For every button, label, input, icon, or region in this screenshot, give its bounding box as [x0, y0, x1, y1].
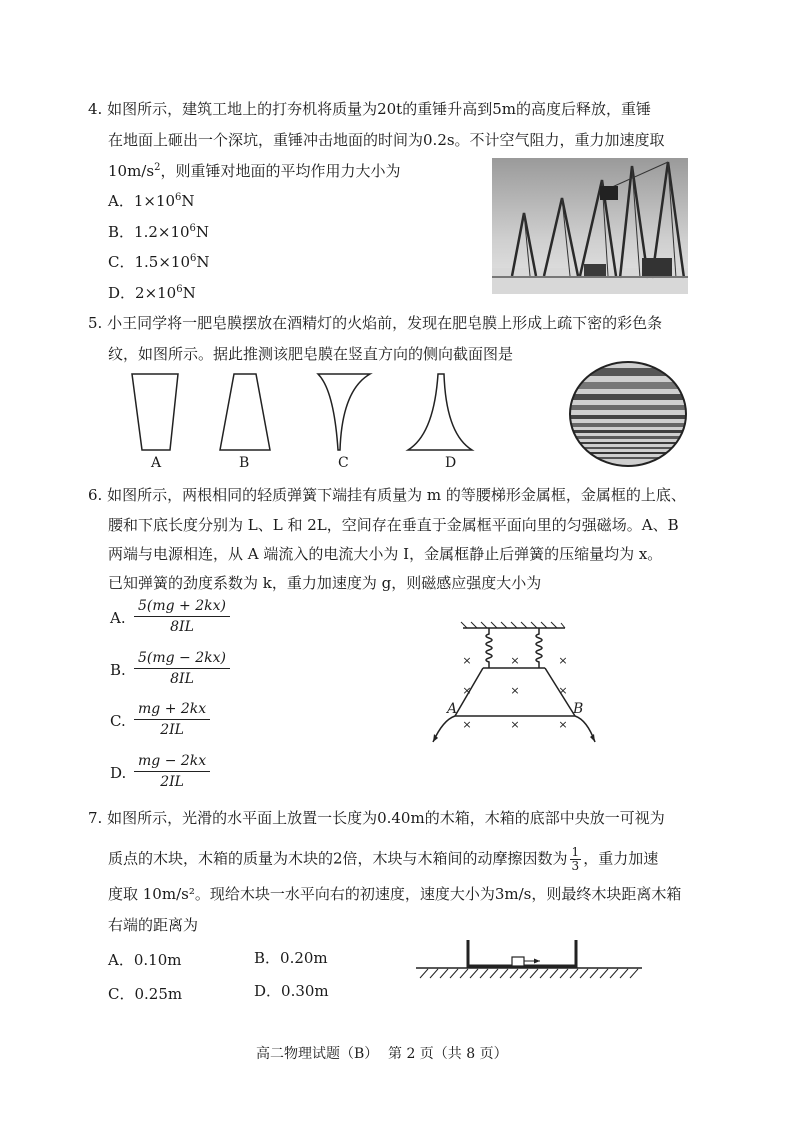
q4-line-2: 在地面上砸出一个深坑，重锤冲击地面的时间为0.2s。不计空气阻力，重力加速度取 — [108, 131, 665, 149]
section-d — [408, 374, 472, 450]
q4-option-c: C．$1.5\times 10^6N$ — [108, 253, 210, 271]
q6-option-a-label: A. — [110, 609, 126, 627]
svg-text:B: B — [573, 701, 584, 717]
pile-driver-photo — [492, 158, 688, 294]
q4-option-b: B．$1.2\times 10^6N$ — [108, 223, 210, 241]
section-a — [132, 374, 178, 450]
exam-title: 高二物理试题（B） — [256, 1046, 379, 1062]
right-spring — [536, 628, 542, 668]
q4-line-1: 4. 如图所示，建筑工地上的打夯机将质量为20t的重锤升高到5m的高度后释放，重锤 — [88, 100, 651, 118]
q7-option-b: B．0.20m — [254, 949, 328, 967]
svg-text:×: × — [558, 654, 568, 667]
page-number: 第 2 页（共 8 页） — [388, 1046, 508, 1062]
q4-option-d: D．$2\times 10^6N$ — [108, 284, 196, 302]
q7-line-3: 度取 10m/s²。现给木块一水平向右的初速度，速度大小为3m/s，则最终木块距离木箱 — [108, 885, 682, 903]
soap-film-photo — [568, 360, 688, 468]
q6-option-b-fraction: $\frac{5(mg - 2kx)}{8IL}$ — [134, 649, 230, 688]
section-label-b: B — [239, 455, 250, 471]
q7-line-4: 右端的距离为 — [108, 916, 199, 934]
left-spring — [486, 628, 492, 668]
section-b — [220, 374, 270, 450]
svg-text:×: × — [462, 684, 472, 697]
section-label-d: D — [445, 455, 457, 471]
q4-line-3: $10m/s^2$，则重锤对地面的平均作用力大小为 — [108, 162, 401, 180]
q6-option-d-fraction: $\frac{mg - 2kx}{2IL}$ — [134, 752, 210, 791]
q7-option-c: C．0.25m — [108, 985, 183, 1003]
q7-option-a: A．0.10m — [108, 951, 182, 969]
svg-text:×: × — [462, 654, 472, 667]
q6-option-b-label: B. — [110, 661, 126, 679]
q6-line-3: 两端与电源相连，从 A 端流入的电流大小为 I，金属框静止后弹簧的压缩量均为 x。 — [108, 545, 663, 563]
svg-text:×: × — [510, 718, 520, 731]
svg-text:×: × — [510, 654, 520, 667]
section-label-a: A — [151, 455, 162, 471]
q6-line-2: 腰和下底长度分别为 L、L 和 2L，空间存在垂直于金属框平面向里的匀强磁场。A、B — [108, 516, 679, 534]
q6-line-4: 已知弹簧的劲度系数为 k，重力加速度为 g，则磁感应强度大小为 — [108, 574, 542, 592]
q5-line-1: 5. 小王同学将一肥皂膜摆放在酒精灯的火焰前，发现在肥皂膜上形成上疏下密的彩色条 — [88, 314, 663, 332]
q4-option-a: A．$1\times 10^6N$ — [108, 192, 195, 210]
q7-line-2: 质点的木块，木箱的质量为木块的2倍，木块与木箱间的动摩擦因数为 $\frac{1}{3}$ ，重力加速 — [108, 845, 659, 873]
section-c — [318, 374, 370, 450]
svg-text:×: × — [558, 684, 568, 697]
svg-text:×: × — [558, 718, 568, 731]
section-label-c: C — [338, 455, 349, 471]
box-on-floor-diagram — [416, 938, 642, 980]
q6-option-a-fraction: $\frac{5(mg + 2kx)}{8IL}$ — [134, 597, 230, 636]
q6-option-c-label: C. — [110, 712, 126, 730]
q6-option-d-label: D. — [110, 764, 127, 782]
q5-line-2: 纹，如图所示。据此推测该肥皂膜在竖直方向的侧向截面图是 — [108, 345, 514, 363]
svg-text:A: A — [447, 701, 458, 717]
q6-line-1: 6. 如图所示，两根相同的轻质弹簧下端挂有质量为 m 的等腰梯形金属框，金属框的上底、 — [88, 486, 686, 504]
q6-option-c-fraction: $\frac{mg + 2kx}{2IL}$ — [134, 700, 210, 739]
svg-text:×: × — [510, 684, 520, 697]
soap-film-cross-sections — [128, 370, 488, 460]
q7-option-d: D．0.30m — [254, 982, 329, 1000]
q7-line-1: 7. 如图所示，光滑的水平面上放置一长度为0.40m的木箱，木箱的底部中央放一可视为 — [88, 809, 665, 827]
trapezoid-frame-diagram — [425, 620, 605, 750]
svg-text:×: × — [462, 718, 472, 731]
